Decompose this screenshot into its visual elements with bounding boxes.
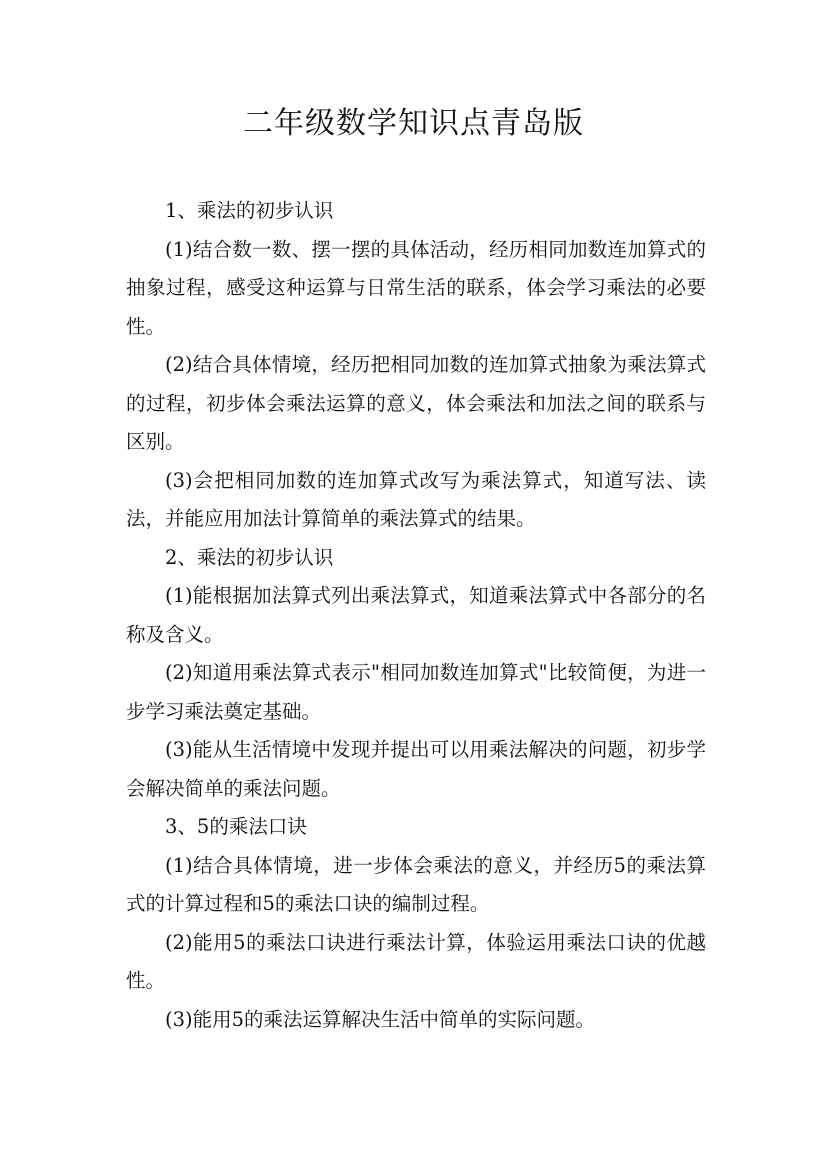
paragraph: (1)结合数一数、摆一摆的具体活动，经历相同加数连加算式的抽象过程，感受这种运算与日常生活的联系，体会学习乘法的必要性。	[126, 237, 706, 338]
section-heading: 3、5的乘法口诀	[165, 815, 307, 838]
paragraph: (2)能用5的乘法口诀进行乘法计算，体验运用乘法口诀的优越性。	[126, 930, 706, 992]
paragraph: (2)结合具体情境，经历把相同加数的连加算式抽象为乘法算式的过程，初步体会乘法运算的意义，体会乘法和加法之间的联系与区别。	[126, 353, 706, 453]
paragraph: (3)会把相同加数的连加算式改写为乘法算式，知道写法、读法，并能应用加法计算简单的乘法算式的结果。	[126, 468, 706, 530]
document-title: 二年级数学知识点青岛版	[243, 106, 584, 141]
paragraph: (1)能根据加法算式列出乘法算式，知道乘法算式中各部分的名称及含义。	[126, 584, 706, 646]
paragraph: (1)结合具体情境，进一步体会乘法的意义，并经历5的乘法算式的计算过程和5的乘法口诀的编制过程。	[126, 853, 706, 915]
paragraph: (2)知道用乘法算式表示"相同加数连加算式"比较简便，为进一步学习乘法奠定基础。	[126, 661, 706, 723]
paragraph: (3)能从生活情境中发现并提出可以用乘法解决的问题，初步学会解决简单的乘法问题。	[126, 738, 706, 800]
document-body	[126, 192, 706, 1039]
paragraph: (3)能用5的乘法运算解决生活中简单的实际问题。	[165, 1007, 596, 1031]
section-heading: 1、乘法的初步认识	[165, 199, 334, 222]
section-heading: 2、乘法的初步认识	[165, 545, 334, 569]
